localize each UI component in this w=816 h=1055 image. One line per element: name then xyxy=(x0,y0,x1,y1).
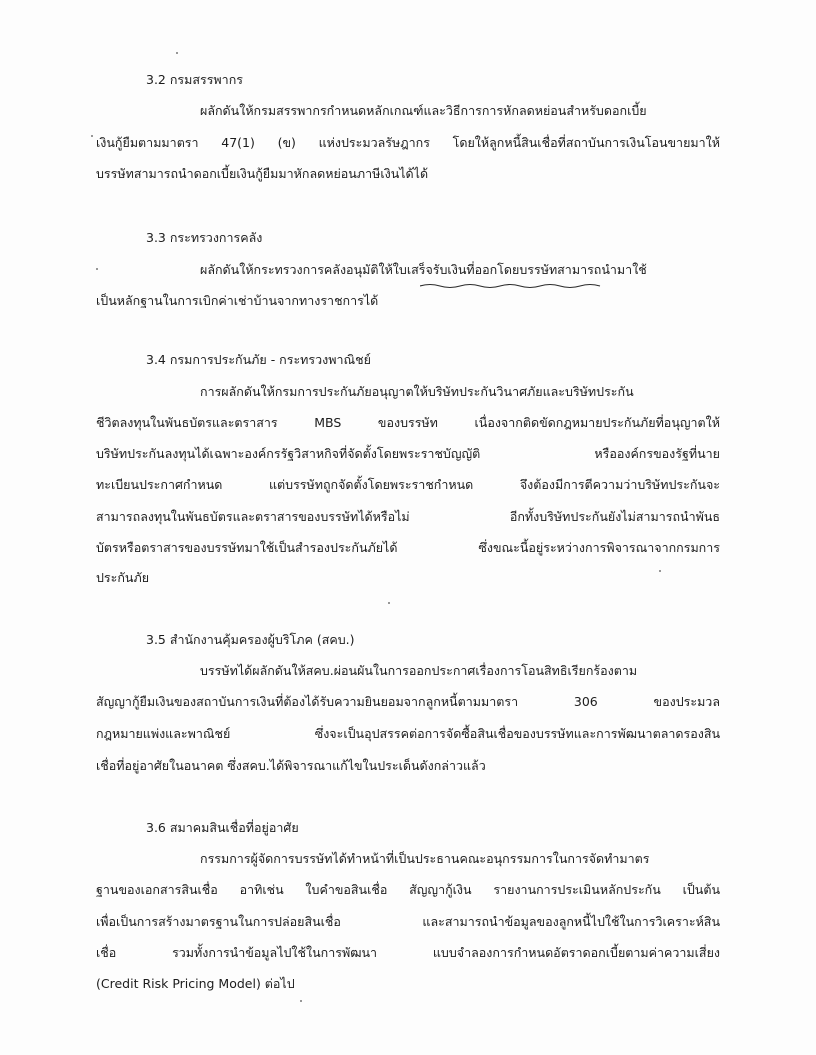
section-3-6-line-5: (Credit Risk Pricing Model) ต่อไป xyxy=(96,976,295,991)
section-3-5-line-3: กฎหมายแพ่งและพาณิชย์ ซึ่งจะเป็นอุปสรรคต่อการจัดซื้อสินเชื่อของบรรษัทและการพัฒนาตลาดรองสิน xyxy=(96,726,720,741)
section-3-4-line-4: ทะเบียนประกาศกำหนด แต่บรรษัทถูกจัดตั้งโดยพระราชกำหนด จึงต้องมีการตีความว่าบริษัทประกันจะ xyxy=(96,477,720,492)
section-3-3-line-2: เป็นหลักฐานในการเบิกค่าเช่าบ้านจากทางราชการได้ xyxy=(96,293,379,308)
section-3-2-line-3: บรรษัทสามารถนำดอกเบี้ยเงินกู้ยืมมาหักลดหย่อนภาษีเงินได้ได้ xyxy=(96,166,429,181)
section-heading-3-2: 3.2 กรมสรรพากร xyxy=(146,72,243,87)
section-3-6-line-3: เพื่อเป็นการสร้างมาตรฐานในการปล่อยสินเชื่อ และสามารถนำข้อมูลของลูกหนี้ไปใช้ในการวิเคราะห์สิน xyxy=(96,914,720,929)
section-3-6-line-2: ฐานของเอกสารสินเชื่อ อาทิเช่น ใบคำขอสินเชื่อ สัญญากู้เงิน รายงานการประเมินหลักประกัน เป็นต้น xyxy=(96,882,720,897)
scan-speck xyxy=(91,135,93,137)
section-3-2-line-1: ผลักดันให้กรมสรรพากรกำหนดหลักเกณฑ์และวิธีการการหักลดหย่อนสำหรับดอกเบี้ย xyxy=(200,103,647,118)
section-heading-3-3: 3.3 กระทรวงการคลัง xyxy=(146,230,263,245)
section-heading-3-6: 3.6 สมาคมสินเชื่อที่อยู่อาศัย xyxy=(146,820,299,835)
section-3-4-line-3: บริษัทประกันลงทุนได้เฉพาะองค์กรรัฐวิสาหกิจที่จัดตั้งโดยพระราชบัญญัติ หรือองค์กรของรัฐที่นาย xyxy=(96,446,720,461)
section-3-4-line-1: การผลักดันให้กรมการประกันภัยอนุญาตให้บริษัทประกันวินาศภัยและบริษัทประกัน xyxy=(200,384,634,399)
scan-speck xyxy=(300,1000,302,1002)
scan-speck xyxy=(659,570,661,572)
scan-speck xyxy=(96,268,98,270)
section-3-4-line-7: ประกันภัย xyxy=(96,570,150,585)
scan-speck xyxy=(388,602,390,604)
section-3-5-line-4: เชื่อที่อยู่อาศัยในอนาคต ซึ่งสคบ.ได้พิจารณาแก้ไขในประเด็นดังกล่าวแล้ว xyxy=(96,758,486,773)
scan-speck xyxy=(176,52,178,54)
section-3-4-line-6: บัตรหรือตราสารของบรรษัทมาใช้เป็นสำรองประกันภัยได้ ซึ่งขณะนี้อยู่ระหว่างการพิจารณาจากกรมการ xyxy=(96,540,720,555)
section-3-2-line-2: เงินกู้ยืมตามมาตรา 47(1) (ข) แห่งประมวลรัษฎากร โดยให้ลูกหนี้สินเชื่อที่สถาบันการเงินโอนขายมาให้ xyxy=(96,135,720,150)
section-3-5-line-2: สัญญากู้ยืมเงินของสถาบันการเงินที่ต้องได้รับความยินยอมจากลูกหนี้ตามมาตรา 306 ของประมวล xyxy=(96,694,720,709)
section-3-6-line-4: เชื่อ รวมทั้งการนำข้อมูลไปใช้ในการพัฒนา แบบจำลองการกำหนดอัตราดอกเบี้ยตามค่าความเสี่ยง xyxy=(96,945,720,960)
handwritten-underline xyxy=(420,283,610,289)
section-heading-3-5: 3.5 สำนักงานคุ้มครองผู้บริโภค (สคบ.) xyxy=(146,632,355,647)
section-3-4-line-5: สามารถลงทุนในพันธบัตรและตราสารของบรรษัทได้หรือไม่ อีกทั้งบริษัทประกันยังไม่สามารถนำพันธ xyxy=(96,509,720,524)
section-heading-3-4: 3.4 กรมการประกันภัย - กระทรวงพาณิชย์ xyxy=(146,352,371,367)
section-3-6-line-1: กรรมการผู้จัดการบรรษัทได้ทำหน้าที่เป็นประธานคณะอนุกรรมการในการจัดทำมาตร xyxy=(200,851,650,866)
section-3-4-line-2: ชีวิตลงทุนในพันธบัตรและตราสาร MBS ของบรรษัท เนื่องจากติดขัดกฎหมายประกันภัยที่อนุญาตให้ xyxy=(96,415,720,430)
section-3-3-line-1: ผลักดันให้กระทรวงการคลังอนุมัติให้ใบเสร็จรับเงินที่ออกโดยบรรษัทสามารถนำมาใช้ xyxy=(200,262,647,277)
section-3-5-line-1: บรรษัทได้ผลักดันให้สคบ.ผ่อนผันในการออกประกาศเรื่องการโอนสิทธิเรียกร้องตาม xyxy=(200,663,638,678)
